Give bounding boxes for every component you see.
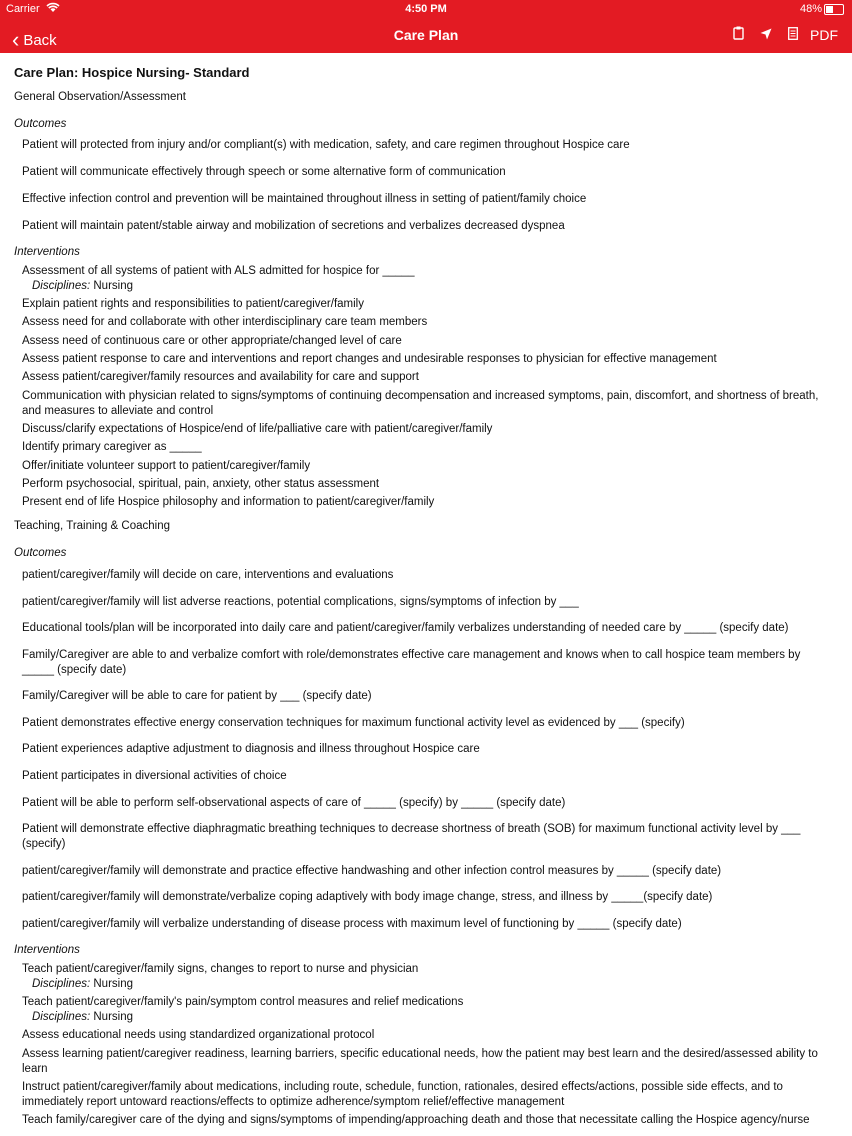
- outcome-item: Patient will demonstrate effective diaphragmatic breathing techniques to decrease shortness of breath (SOB) for maximum functional activity level by ___ (specify): [22, 823, 801, 850]
- intervention-item: Teach family/caregiver care of the dying and signs/symptoms of impending/approaching death and those that necessitate calling the Hospice agency/nurse: [22, 1114, 810, 1126]
- intervention-item: Discuss/clarify expectations of Hospice/end of life/palliative care with patient/caregiver/family: [22, 423, 493, 435]
- outcome-item: Patient participates in diversional activities of choice: [22, 770, 287, 782]
- outcome-item: patient/caregiver/family will list adverse reactions, potential complications, signs/symptoms of infection by ___: [22, 596, 579, 608]
- outcome-item: Educational tools/plan will be incorporated into daily care and patient/caregiver/family verbalizes understanding of needed care by _____ (specify date): [22, 622, 789, 634]
- intervention-text: Teach patient/caregiver/family signs, changes to report to nurse and physician: [22, 963, 419, 975]
- outcome-item: Patient experiences adaptive adjustment to diagnosis and illness throughout Hospice care: [22, 743, 480, 755]
- intervention-text: Assessment of all systems of patient with ALS admitted for hospice for _____: [22, 265, 415, 277]
- section-heading: Teaching, Training & Coaching: [14, 520, 170, 532]
- intervention-item: Offer/initiate volunteer support to patient/caregiver/family: [22, 460, 311, 472]
- outcome-item: patient/caregiver/family will verbalize understanding of disease process with maximum level of functioning by _____ (specify date): [22, 918, 682, 930]
- intervention-item: Explain patient rights and responsibilities to patient/caregiver/family: [22, 298, 364, 310]
- intervention-item: Present end of life Hospice philosophy and information to patient/caregiver/family: [22, 496, 435, 508]
- intervention-item: [22, 995, 834, 1025]
- disciplines-label: Disciplines:: [32, 280, 91, 292]
- outcomes-heading: Outcomes: [14, 547, 67, 559]
- document-icon: [788, 27, 798, 40]
- interventions-heading: Interventions: [14, 944, 80, 956]
- intervention-text: Teach patient/caregiver/family's pain/symptom control measures and relief medications: [22, 996, 464, 1008]
- carrier-label: Carrier: [6, 3, 40, 15]
- outcome-item: patient/caregiver/family will decide on care, interventions and evaluations: [22, 569, 394, 581]
- interventions-heading: Interventions: [14, 246, 80, 258]
- pdf-button[interactable]: [788, 27, 838, 43]
- clipboard-icon[interactable]: [733, 27, 748, 43]
- outcome-item: patient/caregiver/family will demonstrate/verbalize coping adaptively with body image change, stress, and illness by _____(specify date): [22, 891, 713, 903]
- back-label: Back: [23, 32, 57, 49]
- intervention-item: Assess need for and collaborate with other interdisciplinary care team members: [22, 316, 428, 328]
- intervention-item: [22, 962, 834, 992]
- outcome-item: Patient will protected from injury and/or compliant(s) with medication, safety, and care regimen throughout Hospice care: [22, 139, 630, 151]
- status-bar: [0, 0, 852, 18]
- disciplines-row: [22, 279, 834, 294]
- battery-icon: [824, 4, 844, 15]
- outcome-item: Patient will maintain patent/stable airway and mobilization of secretions and verbalizes decreased dyspnea: [22, 220, 565, 232]
- disciplines-row: [22, 1010, 834, 1025]
- intervention-item: [22, 264, 834, 294]
- intervention-item: Instruct patient/caregiver/family about medications, including route, schedule, function, rationales, desired effects/actions, possible side effects, and to immediately report untoward reactions/effects to optimize adherence/symptom relief/effective management: [22, 1081, 783, 1108]
- disciplines-value: Nursing: [93, 1011, 134, 1023]
- outcome-item: Patient will be able to perform self-observational aspects of care of _____ (specify) by _____ (specify date): [22, 797, 566, 809]
- intervention-item: Assess educational needs using standardized organizational protocol: [22, 1029, 375, 1041]
- disciplines-label: Disciplines:: [32, 1011, 91, 1023]
- nav-actions: [721, 26, 838, 43]
- intervention-item: Assess learning patient/caregiver readiness, learning barriers, specific educational needs, how the patient may best learn and the desired/assessed ability to learn: [22, 1048, 818, 1075]
- page-title: Care Plan: Hospice Nursing- Standard: [14, 65, 250, 80]
- outcome-item: Effective infection control and prevention will be maintained throughout illness in setting of patient/family choice: [22, 193, 587, 205]
- battery-percent: 48%: [799, 3, 822, 15]
- intervention-item: Assess patient/caregiver/family resources and availability for care and support: [22, 371, 419, 383]
- intervention-item: Assess need of continuous care or other appropriate/changed level of care: [22, 335, 402, 347]
- intervention-item: Communication with physician related to signs/symptoms of continuing decompensation and increased symptoms, pain, discomfort, and shortness of breath, and measures to alleviate and control: [22, 390, 819, 417]
- disciplines-value: Nursing: [93, 978, 134, 990]
- disciplines-value: Nursing: [93, 280, 134, 292]
- nav-title: Care Plan: [393, 27, 459, 43]
- intervention-item: Perform psychosocial, spiritual, pain, anxiety, other status assessment: [22, 478, 380, 490]
- chevron-left-icon: ‹: [12, 27, 20, 52]
- section-heading: General Observation/Assessment: [14, 91, 186, 103]
- outcome-item: Family/Caregiver will be able to care for patient by ___ (specify date): [22, 690, 372, 702]
- outcomes-heading: Outcomes: [14, 118, 67, 130]
- status-time: 4:50 PM: [405, 3, 447, 15]
- disciplines-label: Disciplines:: [32, 978, 91, 990]
- outcome-item: Patient demonstrates effective energy conservation techniques for maximum functional activity level as evidenced by ___ (specify): [22, 717, 685, 729]
- outcome-item: Patient will communicate effectively through speech or some alternative form of communication: [22, 166, 506, 178]
- pdf-label: PDF: [810, 27, 838, 43]
- intervention-item: Identify primary caregiver as _____: [22, 441, 202, 453]
- intervention-item: Assess patient response to care and interventions and report changes and undesirable responses to physician for effective management: [22, 353, 717, 365]
- location-arrow-icon[interactable]: [760, 27, 776, 43]
- nav-bar: [0, 18, 852, 53]
- outcome-item: patient/caregiver/family will demonstrate and practice effective handwashing and other infection control measures by _____ (specify date): [22, 865, 722, 877]
- disciplines-row: [22, 977, 834, 992]
- outcome-item: Family/Caregiver are able to and verbalize comfort with role/demonstrates effective care management and knows when to call hospice team members by _____ (specify date): [22, 649, 801, 676]
